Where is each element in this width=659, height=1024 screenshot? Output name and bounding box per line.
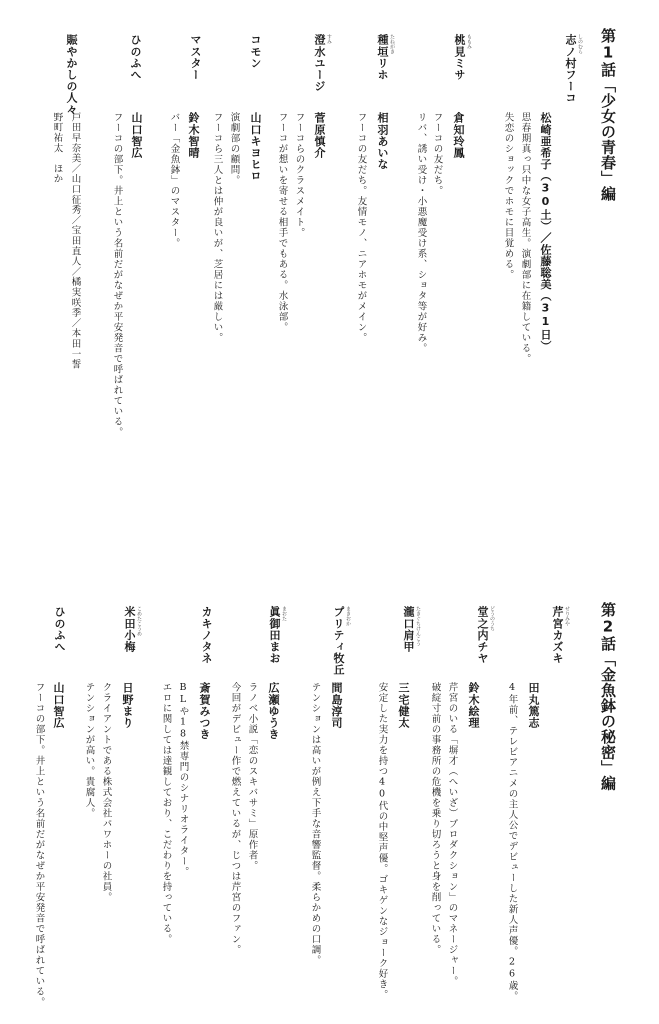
actor-name: 相羽あいな	[376, 112, 389, 170]
description-line: 安定した実力を持つ40代の中堅声優。ゴキゲンなジョーク好き。	[376, 682, 388, 1000]
description-line: BLや18禁専門のシナリオライター。	[177, 682, 189, 877]
actor-name: 広瀬ゆうき	[267, 682, 280, 740]
role-ruby: すみ	[326, 34, 332, 44]
actor-name: 山口智広	[130, 112, 143, 159]
description-line: 失恋のショックでホモに目覚める。	[502, 112, 514, 280]
actor-name: 鈴木絵理	[467, 682, 480, 729]
role-name: 眞御田まお	[268, 606, 281, 664]
description-line: バー「金魚鉢」のマスター。	[168, 112, 180, 249]
actor-name: 松崎亜希子（30土）／佐藤聡美（31日）	[539, 112, 552, 352]
role-name: 澄水ユージ	[313, 34, 326, 92]
actor-name: 日野まり	[121, 682, 134, 729]
role-name: 芹宮カズキ	[551, 606, 564, 664]
description-line: クライアントである株式会社パワホーの社員。	[100, 682, 112, 903]
description-line: テンションは高いが例え下手な音響監督。柔らかめの口調。	[309, 682, 321, 966]
role-name: プリティ牧丘	[332, 606, 345, 676]
role-ruby: まおた	[281, 606, 287, 621]
role-name: 瀧口肩甲	[402, 606, 415, 653]
actor-name: 山口智広	[52, 682, 65, 729]
actor-name: 間島淳司	[330, 682, 343, 729]
description-line: フーコの友だち。	[431, 112, 443, 196]
description-line: リバ、誘い受け・小悪魔受け系、ショタ等が好み。	[415, 112, 427, 354]
description-line: 思春期真っ只中な女子高生。演劇部に在籍している。	[519, 112, 531, 364]
episode-1-title: 第1話「少女の青春」編	[599, 28, 617, 202]
description-line: 今回がデビュー作で燃えているが、じつは芹宮のファン。	[229, 682, 241, 955]
description-line: フーコの部下。井上という名前だがなぜか平安発音で呼ばれている。	[33, 682, 45, 1008]
role-ruby: たねがき	[389, 34, 395, 54]
role-name: 賑やかしの人々	[65, 34, 78, 116]
role-name: コモン	[249, 34, 262, 69]
actor-name: 山口キヨヒロ	[249, 112, 262, 182]
description-line: 芹宮のいる「塀才（へいざ）プロダクション」のマネージャー。	[446, 682, 458, 987]
description-line: 演劇部の顧問。	[228, 112, 240, 186]
role-name: 桃見ミサ	[453, 34, 466, 81]
role-name: カキノタネ	[200, 606, 213, 664]
actor-name: 田丸篤志	[527, 682, 540, 729]
description-line: フーコら三人とは仲が良いが、芝居には厳しい。	[211, 112, 223, 343]
role-name: ひのふへ	[53, 606, 66, 653]
actor-name: 倉知玲鳳	[452, 112, 465, 159]
role-name: マスター	[189, 34, 202, 81]
role-ruby: こめたこうめ	[136, 606, 142, 636]
role-name: 堂之内チヤ	[476, 606, 489, 664]
role-name: 米田小梅	[123, 606, 136, 653]
role-ruby: しのむら	[577, 34, 583, 54]
description-line: フーコの部下。井上という名前だがなぜか平安発音で呼ばれている。	[111, 112, 123, 438]
actor-name: 菅原慎介	[313, 112, 326, 159]
role-name: 種垣リホ	[376, 34, 389, 81]
role-ruby: せりみや	[564, 606, 570, 626]
actor-name: 三宅健太	[397, 682, 410, 729]
description-line: フーコらのクラスメイト。	[293, 112, 305, 238]
role-ruby: たきぐちけんこう	[415, 606, 421, 646]
description-line: エロに関しては達観しており、こだわりを持っている。	[160, 682, 172, 945]
description-line: ラノベ小説「恋のスキバサミ」原作者。	[246, 682, 258, 871]
actor-name: 鈴木智晴	[187, 112, 200, 159]
role-name: ひのふへ	[129, 34, 142, 81]
description-line: 野町祐太 ほか	[51, 112, 63, 185]
description-line: 破綻寸前の事務所の危機を乗り切ろうと身を削っている。	[429, 682, 441, 955]
episode-2-title: 第2話「金魚鉢の秘密」編	[599, 602, 617, 791]
description-line: フーコが想いを寄せる相手でもある。水泳部。	[276, 112, 288, 333]
description-line: 4年前、テレビアニメの主人公でデビューした新人声優。26歳。	[506, 682, 518, 1002]
description-line: フーコの友だち。友情モノ、ニアホモがメイン。	[355, 112, 367, 343]
role-ruby: まきおか	[345, 606, 351, 626]
actor-name: 斎賀みつき	[198, 682, 211, 740]
role-ruby: どうのうち	[489, 606, 495, 631]
actor-list: 戸田早奈美／山口征秀／宝田直人／橘実咲季／本田一誓	[69, 112, 81, 370]
description-line: テンションが高い。貴腐人。	[83, 682, 95, 819]
role-ruby: ももみ	[466, 34, 472, 49]
role-name: 志ノ村フーコ	[564, 34, 577, 104]
